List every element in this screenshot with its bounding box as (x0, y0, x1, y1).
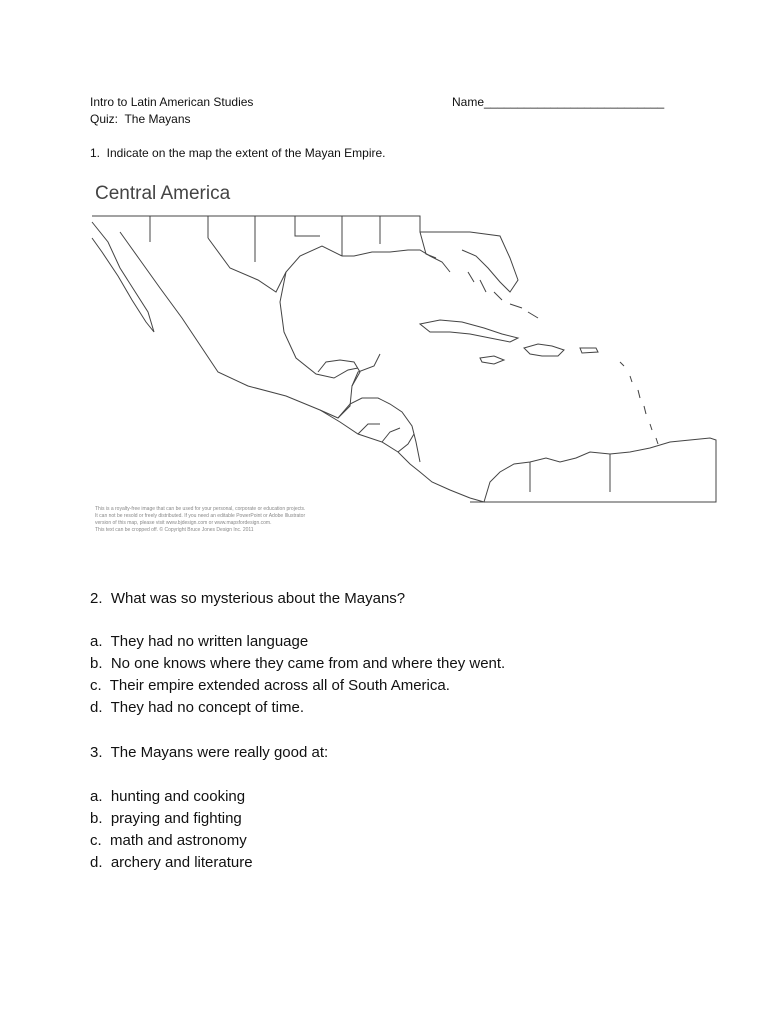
name-field[interactable]: Name___________________________ (452, 95, 665, 109)
map-disclaimer-line-2: It can not be resold or freely distributed. If you need an editable PowerPoint or Adobe Illustrator (95, 513, 306, 519)
q3-option-d[interactable]: d. archery and literature (90, 854, 253, 871)
course-title: Intro to Latin American Studies (90, 95, 254, 109)
question-2: 2. What was so mysterious about the Mayans? (90, 590, 406, 607)
map-disclaimer-line-4: This text can be cropped off. © Copyright Bruce Jones Design Inc. 2011 (95, 527, 254, 533)
map-title: Central America (95, 183, 231, 204)
quiz-title: Quiz: The Mayans (90, 112, 191, 126)
q2-option-b[interactable]: b. No one knows where they came from and where they went. (90, 655, 506, 672)
q3-option-a[interactable]: a. hunting and cooking (90, 788, 246, 805)
central-america-map[interactable] (90, 172, 718, 547)
q3-option-c[interactable]: c. math and astronomy (90, 832, 247, 849)
question-1: 1. Indicate on the map the extent of the Mayan Empire. (90, 146, 386, 160)
map-graphic (90, 172, 718, 547)
q2-option-d[interactable]: d. They had no concept of time. (90, 699, 305, 716)
map-disclaimer-line-1: This is a royalty-free image that can be used for your personal, corporate or education projects. (95, 506, 306, 512)
q2-option-c[interactable]: c. Their empire extended across all of South America. (90, 677, 450, 694)
map-disclaimer-line-3: version of this map, please visit www.bjdesign.com or www.mapsfordesign.com. (95, 520, 272, 526)
q3-option-b[interactable]: b. praying and fighting (90, 810, 242, 827)
question-3: 3. The Mayans were really good at: (90, 744, 329, 761)
q2-option-a[interactable]: a. They had no written language (90, 633, 309, 650)
